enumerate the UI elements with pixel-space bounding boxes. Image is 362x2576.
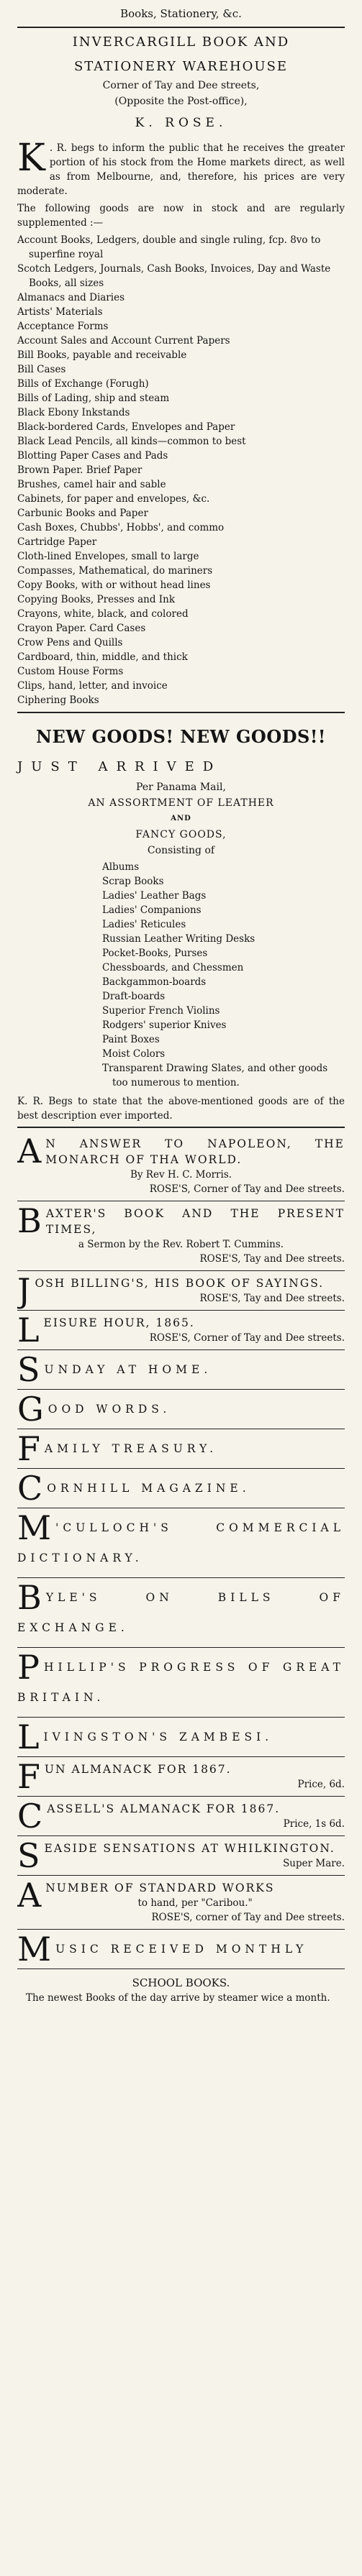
fancy-goods-line: FANCY GOODS, [135, 829, 227, 840]
ad-drop-cap: C [17, 1797, 43, 1835]
ad-store-line: ROSE'S, Corner of Tay and Dee streets. [149, 1183, 345, 1195]
ad-headline: EISURE HOUR, 1865. [43, 1316, 195, 1329]
list-item: Crayon Paper. Card Cases [17, 623, 146, 634]
ad-drop-cap: L [17, 1311, 40, 1349]
ad-store-line: ROSE'S, Tay and Dee streets. [199, 1293, 345, 1304]
book-ad [17, 1718, 345, 1757]
list-item: Backgammon-boards [102, 976, 207, 988]
list-item: Chessboards, and Chessmen [102, 962, 244, 973]
book-ad [17, 1797, 345, 1836]
list-item: Bills of Exchange (Forugh) [17, 378, 149, 390]
ad-drop-cap: F [17, 1429, 40, 1468]
consisting-line: Consisting of [147, 845, 215, 856]
list-item: Scotch Ledgers, Journals, Cash Books, Invoices, Day and Waste Books, all sizes [17, 263, 331, 289]
list-item: Rodgers' superior Knives [102, 1019, 227, 1031]
ad-subline: to hand, per "Caribou." [137, 1897, 253, 1909]
ad-subline: a Sermon by the Rev. Robert T. Cummins. [78, 1239, 284, 1250]
ad-drop-cap: L [17, 1718, 40, 1756]
list-item: Bill Books, payable and receivable [17, 349, 187, 361]
list-item: Draft-boards [102, 991, 166, 1002]
ad-headline: ASSELL'S ALMANACK FOR 1867. [47, 1802, 281, 1815]
list-item: Brushes, camel hair and sable [17, 479, 166, 490]
list-item: Transparent Drawing Slates, and other goods too numerous to mention. [102, 1063, 328, 1088]
school-books-title: SCHOOL BOOKS. [132, 1976, 230, 1989]
ad-drop-cap: M [17, 1508, 52, 1547]
book-ad [17, 1757, 345, 1797]
ad-headline: EASIDE SENSATIONS AT WHILKINGTON. [44, 1842, 335, 1855]
list-item: Superior French Violins [102, 1005, 220, 1017]
warehouse-address: Corner of Tay and Dee streets, [102, 80, 260, 91]
ad-headline: ORNHILL MAGAZINE. [47, 1482, 250, 1495]
ad-store-line: ROSE'S, Tay and Dee streets. [199, 1253, 345, 1265]
ad-store-line: ROSE'S, corner of Tay and Dee streets. [151, 1912, 345, 1923]
list-item: Compasses, Mathematical, do mariners [17, 565, 213, 577]
new-goods-headline: NEW GOODS! NEW GOODS!! [36, 726, 326, 747]
list-item: Custom House Forms [17, 666, 124, 677]
ad-subline: By Rev H. C. Morris. [130, 1169, 232, 1181]
ad-subline: Price, 6d. [297, 1779, 345, 1790]
list-item: Almanacs and Diaries [17, 292, 125, 303]
intro-paragraph [17, 137, 345, 198]
list-item: Blotting Paper Cases and Pads [17, 450, 168, 462]
book-ad [17, 1132, 345, 1201]
list-item: Pocket-Books, Purses [102, 948, 208, 959]
list-item: Black Lead Pencils, all kinds—common to best [17, 436, 246, 447]
list-item: Black-bordered Cards, Envelopes and Paper [17, 421, 235, 433]
book-ad [17, 1201, 345, 1271]
ad-drop-cap: A [17, 1876, 42, 1915]
newspaper-column [17, 0, 345, 2005]
ad-headline: 'CULLOCH'S COMMERCIAL DICTIONARY. [17, 1521, 345, 1564]
ad-headline: OSH BILLING'S, HIS BOOK OF SAYINGS. [35, 1277, 325, 1290]
book-ad [17, 1469, 345, 1508]
ad-headline: HILLIP'S PROGRESS OF GREAT BRITAIN. [17, 1661, 345, 1704]
warehouse-note: (Opposite the Post-office), [114, 96, 248, 107]
divider [17, 27, 345, 28]
ad-headline: N ANSWER TO NAPOLEON, THE MONARCH OF THA WORLD. [45, 1137, 345, 1166]
list-item: Ladies' Reticules [102, 919, 186, 930]
divider [17, 712, 345, 713]
ad-headline: YLE'S ON BILLS OF EXCHANGE. [17, 1591, 345, 1634]
ad-headline: AXTER'S BOOK AND THE PRESENT TIMES, [45, 1207, 345, 1236]
proprietor-name: K. ROSE. [135, 116, 227, 130]
list-item: Copying Books, Presses and Ink [17, 594, 176, 605]
list-item: Copy Books, with or without head lines [17, 579, 211, 591]
list-item: Brown Paper. Brief Paper [17, 464, 142, 476]
warehouse-title-line-2: STATIONERY WAREHOUSE [73, 59, 289, 74]
list-item: Crayons, white, black, and colored [17, 608, 189, 620]
list-item: Ladies' Companions [102, 904, 202, 916]
divider [17, 1127, 345, 1128]
ad-headline: NUMBER OF STANDARD WORKS [45, 1881, 275, 1894]
ad-headline: IVINGSTON'S ZAMBESI. [43, 1731, 273, 1743]
book-ad [17, 1271, 345, 1311]
ad-subline: Super Mare. [283, 1858, 345, 1869]
list-item: Cabinets, for paper and envelopes, &c. [17, 493, 210, 505]
list-item: Ladies' Leather Bags [102, 890, 207, 902]
list-item: Moist Colors [102, 1048, 166, 1060]
ad-drop-cap: A [17, 1132, 42, 1170]
ad-store-line: ROSE'S, Corner of Tay and Dee streets. [149, 1332, 345, 1344]
ad-drop-cap: C [17, 1469, 43, 1508]
stock-list [17, 233, 345, 707]
list-item: Cardboard, thin, middle, and thick [17, 651, 188, 663]
ad-drop-cap: M [17, 1930, 52, 1968]
book-ad [17, 1508, 345, 1578]
ad-drop-cap: B [17, 1201, 42, 1240]
just-arrived: JUST ARRIVED [17, 759, 222, 774]
list-item: Account Sales and Account Current Papers [17, 335, 230, 347]
ad-drop-cap: G [17, 1390, 44, 1429]
book-ad [17, 1390, 345, 1429]
list-item: Account Books, Ledgers, double and single ruling, fcp. 8vo to superfine royal [17, 234, 321, 260]
book-ad [17, 1648, 345, 1718]
goods-list [102, 860, 345, 1090]
list-item: Ciphering Books [17, 695, 99, 706]
section-header: Books, Stationery, &c. [120, 7, 242, 20]
list-item: Albums [102, 861, 140, 873]
list-item: Black Ebony Inkstands [17, 407, 130, 418]
book-ad [17, 1311, 345, 1350]
list-item: Scrap Books [102, 876, 164, 887]
mail-line: Per Panama Mail, [136, 781, 226, 793]
book-ad [17, 1350, 345, 1390]
ad-headline: UN ALMANACK FOR 1867. [44, 1763, 232, 1776]
ad-subline: Price, 1s 6d. [283, 1818, 345, 1830]
intro-lead: The following goods are now in stock and are regularly supplemented :— [17, 203, 345, 229]
book-ad [17, 1836, 345, 1876]
new-goods-ad [17, 723, 345, 1123]
book-ads [17, 1132, 345, 1969]
book-ad [17, 1876, 345, 1930]
drop-cap: K [17, 137, 45, 180]
and-line: AND [171, 815, 191, 822]
list-item: Paint Boxes [102, 1034, 160, 1045]
warehouse-ad [17, 32, 345, 707]
list-item: Russian Leather Writing Desks [102, 933, 255, 945]
list-item: Clips, hand, letter, and invoice [17, 680, 168, 692]
ad-drop-cap: F [17, 1757, 40, 1796]
intro-text: . R. begs to inform the public that he receives the greater portion of his stock from the Home markets direct, as well as from Melbourne, and, therefore, his prices are very moderate. [17, 142, 345, 197]
ad-drop-cap: J [17, 1271, 31, 1310]
ad-drop-cap: S [17, 1350, 40, 1389]
ad-headline: AMILY TREASURY. [44, 1442, 218, 1455]
school-books-text: The newest Books of the day arrive by steamer wice a month. [26, 1992, 330, 2004]
list-item: Artists' Materials [17, 306, 103, 318]
assortment-line: AN ASSORTMENT OF LEATHER [88, 797, 274, 809]
list-item: Carbunic Books and Paper [17, 508, 148, 519]
ad-drop-cap: P [17, 1648, 40, 1687]
book-ad [17, 1930, 345, 1969]
ad-headline: UNDAY AT HOME. [44, 1363, 212, 1376]
list-item: Cash Boxes, Chubbs', Hobbs', and commo [17, 522, 225, 533]
list-item: Bill Cases [17, 364, 66, 375]
warehouse-title-line-1: INVERCARGILL BOOK AND [72, 35, 290, 50]
closing-note: K. R. Begs to state that the above-mentioned goods are of the best description ever imported. [17, 1096, 345, 1122]
list-item: Cloth-lined Envelopes, small to large [17, 551, 199, 562]
school-books-ad [17, 1969, 345, 2005]
ad-drop-cap: S [17, 1836, 40, 1875]
list-item: Acceptance Forms [17, 321, 109, 332]
book-ad [17, 1429, 345, 1469]
ad-headline: USIC RECEIVED MONTHLY [55, 1943, 308, 1956]
list-item: Crow Pens and Quills [17, 637, 123, 648]
ad-headline: OOD WORDS. [47, 1403, 171, 1416]
book-ad [17, 1578, 345, 1648]
list-item: Bills of Lading, ship and steam [17, 393, 170, 404]
list-item: Cartridge Paper [17, 536, 97, 548]
ad-drop-cap: B [17, 1578, 42, 1617]
